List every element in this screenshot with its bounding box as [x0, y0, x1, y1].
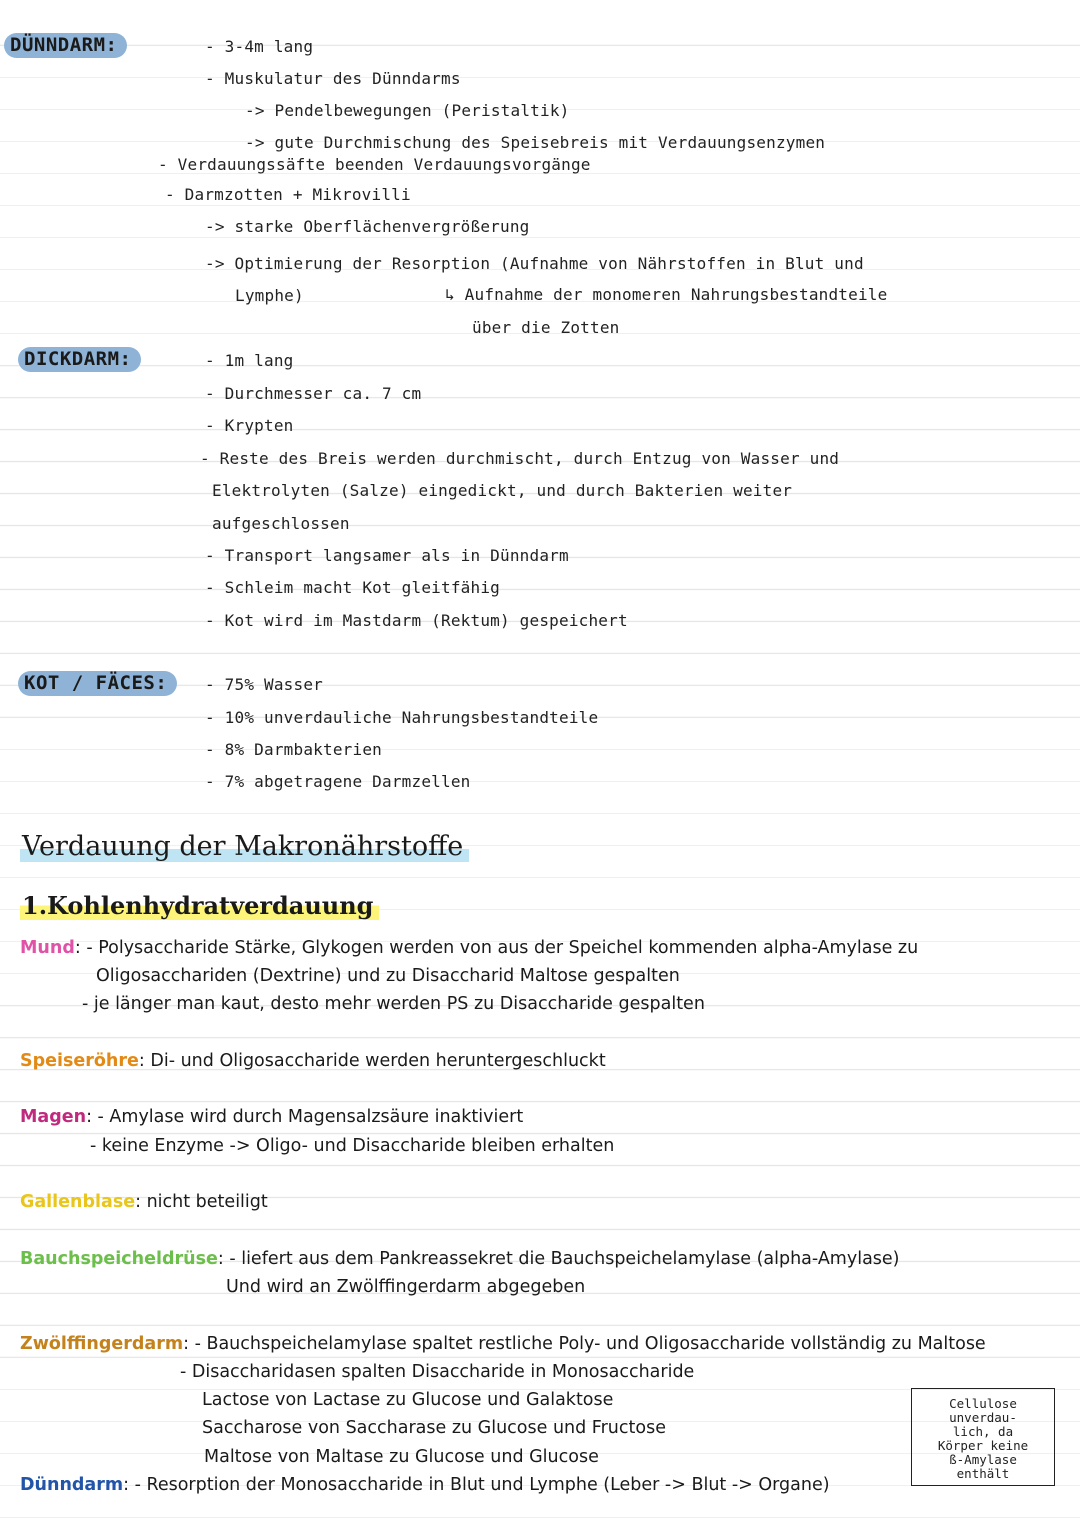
colon: :: [86, 1107, 98, 1127]
zwoelffingerdarm-line-1: - Bauchspeichelamylase spaltet restliche Poly- und Oligosaccharide vollständig zu Maltose: [194, 1334, 986, 1354]
colon: :: [74, 938, 87, 958]
duenndarm-resorption-text: - Resorption der Monosaccharide in Blut und Lymphe (Leber -> Blut -> Organe): [134, 1475, 830, 1495]
duenndarm-line: -> gute Durchmischung des Speisebreis mit Verdauungsenzymen: [245, 133, 826, 152]
duenndarm-line: Lymphe): [235, 286, 304, 305]
mund-entry: [20, 938, 918, 958]
duenndarm-line: - Verdauungssäfte beenden Verdauungsvorgänge: [158, 155, 591, 174]
mund-line-1: - Polysaccharide Stärke, Glykogen werden von aus der Speichel kommenden alpha-Amylase zu: [86, 938, 919, 958]
colon: :: [217, 1249, 230, 1269]
kot-line: - 7% abgetragene Darmzellen: [205, 772, 471, 791]
mund-line-3: - je länger man kaut, desto mehr werden PS zu Disaccharide gespalten: [82, 994, 705, 1014]
duenndarm-line: -> Pendelbewegungen (Peristaltik): [245, 101, 570, 120]
kot-line: - 8% Darmbakterien: [205, 740, 382, 759]
bauchspeicheldruese-line-1: - liefert aus dem Pankreassekret die Bauchspeichelamylase (alpha-Amylase): [229, 1249, 900, 1269]
zwoelffingerdarm-line-4: Saccharose von Saccharase zu Glucose und Fructose: [202, 1418, 666, 1438]
duenndarm-line: - Muskulatur des Dünndarms: [205, 69, 461, 88]
duenndarm-label: DÜNNDARM:: [4, 33, 127, 58]
bauchspeicheldruese-line-2: Und wird an Zwölffingerdarm abgegeben: [226, 1277, 586, 1297]
magen-line-1: - Amylase wird durch Magensalzsäure inaktiviert: [97, 1107, 524, 1127]
speiseroehre-label: Speiseröhre: [20, 1051, 139, 1071]
dickdarm-line: - Transport langsamer als in Dünndarm: [205, 546, 569, 565]
subsection-title: 1.Kohlenhydratverdauung: [20, 891, 379, 920]
duenndarm-line: ↳ Aufnahme der monomeren Nahrungsbestandteile: [445, 285, 888, 304]
zwoelffingerdarm-line-2: - Disaccharidasen spalten Disaccharide in Monosaccharide: [180, 1362, 695, 1382]
bauchspeicheldruese-label: Bauchspeicheldrüse: [20, 1249, 218, 1269]
kot-label: KOT / FÄCES:: [18, 671, 177, 696]
duenndarm-line: -> Optimierung der Resorption (Aufnahme von Nährstoffen in Blut und: [205, 254, 864, 273]
speiseroehre-entry: [20, 1051, 606, 1071]
magen-label: Magen: [20, 1107, 87, 1127]
zwoelffingerdarm-line-5: Maltose von Maltase zu Glucose und Glucose: [204, 1447, 599, 1467]
note-line: Cellulose: [949, 1396, 1017, 1411]
zwoelffingerdarm-line-3: Lactose von Lactase zu Glucose und Galaktose: [202, 1390, 614, 1410]
duenndarm-line: -> starke Oberflächenvergrößerung: [205, 217, 530, 236]
bauchspeicheldruese-entry: [20, 1249, 900, 1269]
duenndarm-resorption-entry: [20, 1475, 830, 1495]
note-line: lich, da: [952, 1424, 1014, 1439]
duenndarm-line: über die Zotten: [472, 318, 620, 337]
magen-entry: [20, 1107, 523, 1127]
dickdarm-label: DICKDARM:: [18, 347, 141, 372]
colon: :: [135, 1192, 147, 1212]
note-line: ß-Amylase: [949, 1452, 1017, 1467]
speiseroehre-text: Di- und Oligosaccharide werden heruntergeschluckt: [150, 1051, 606, 1071]
duenndarm-line: - 3-4m lang: [205, 37, 314, 56]
magen-line-2: - keine Enzyme -> Oligo- und Disaccharide bleiben erhalten: [90, 1136, 615, 1156]
note-line: enthält: [956, 1466, 1010, 1481]
dickdarm-line: - Kot wird im Mastdarm (Rektum) gespeichert: [205, 611, 628, 630]
dickdarm-line: - Schleim macht Kot gleitfähig: [205, 578, 500, 597]
kot-line: - 10% unverdauliche Nahrungsbestandteile: [205, 708, 599, 727]
note-line: Körper keine: [937, 1438, 1029, 1453]
dickdarm-line: - Krypten: [205, 416, 294, 435]
gallenblase-label: Gallenblase: [20, 1192, 136, 1212]
dickdarm-line: - Reste des Breis werden durchmischt, durch Entzug von Wasser und: [200, 449, 840, 468]
mund-label: Mund: [20, 938, 75, 958]
dickdarm-line: - Durchmesser ca. 7 cm: [205, 384, 422, 403]
dickdarm-line: aufgeschlossen: [212, 514, 350, 533]
gallenblase-entry: [20, 1192, 268, 1212]
duenndarm-resorption-label: Dünndarm: [20, 1475, 124, 1495]
section-title: Verdauung der Makronährstoffe: [20, 831, 469, 862]
note-line: unverdau-: [949, 1410, 1017, 1425]
zwoelffingerdarm-entry: [20, 1334, 986, 1354]
duenndarm-line: - Darmzotten + Mikrovilli: [165, 185, 411, 204]
zwoelffingerdarm-label: Zwölffingerdarm: [20, 1334, 184, 1354]
gallenblase-text: nicht beteiligt: [146, 1192, 268, 1212]
colon: :: [183, 1334, 195, 1354]
kot-line: - 75% Wasser: [205, 675, 323, 694]
colon: :: [138, 1051, 151, 1071]
dickdarm-line: - 1m lang: [205, 351, 294, 370]
dickdarm-line: Elektrolyten (Salze) eingedickt, und durch Bakterien weiter: [212, 481, 793, 500]
colon: :: [123, 1475, 135, 1495]
mund-line-2: Oligosacchariden (Dextrine) und zu Disaccharid Maltose gespalten: [96, 966, 680, 986]
cellulose-note-box: [911, 1388, 1055, 1486]
